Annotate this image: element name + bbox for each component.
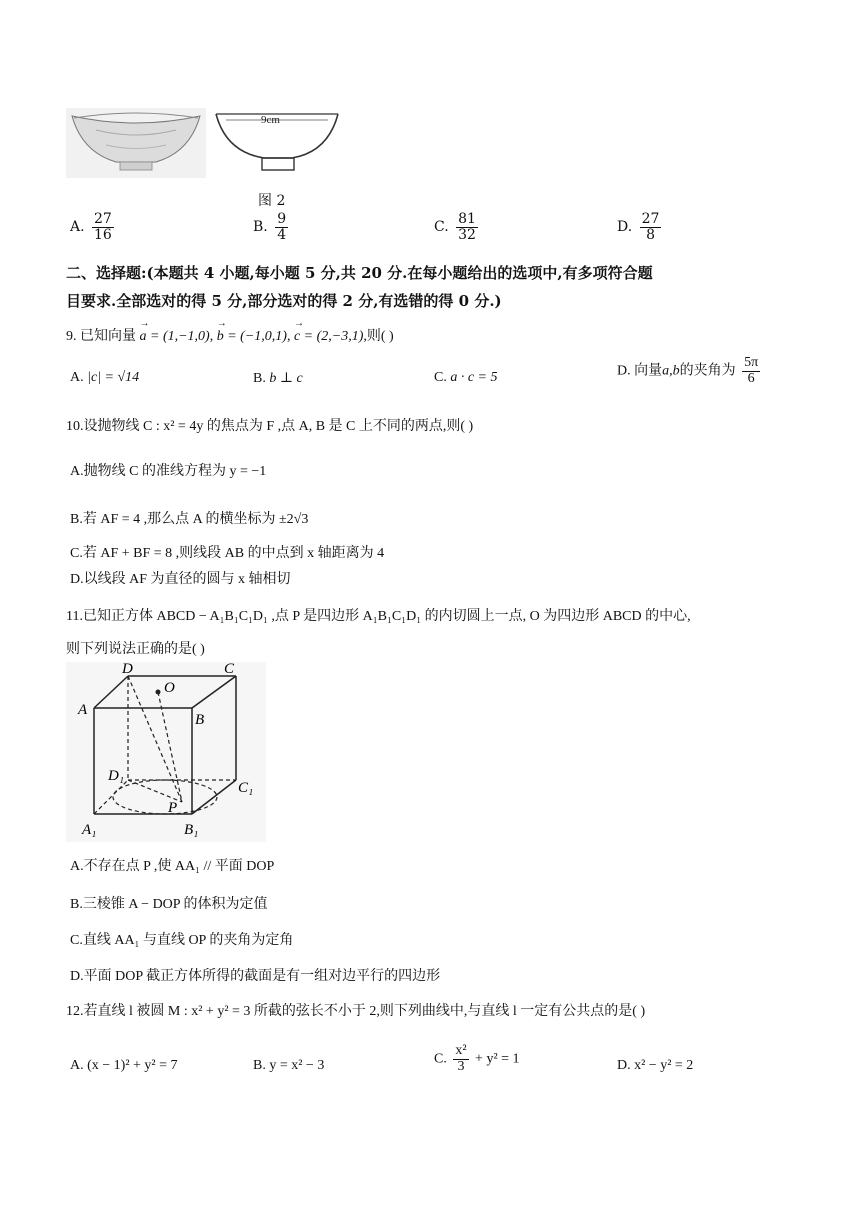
option-a-numerator: 27 — [94, 211, 112, 227]
q11-option-c: C.直线 AA₁ 与直线 OP 的夹角为定角 — [70, 933, 294, 948]
q12-option-d: D. x² − y² = 2 — [617, 1058, 694, 1073]
cube-label-c: C — [224, 662, 235, 677]
q10-option-a: A.抛物线 C 的准线方程为 y = −1 — [70, 464, 267, 479]
bowl-figure — [66, 100, 356, 189]
q9-option-d-numerator: 5π — [744, 355, 759, 370]
q9-option-b-text: b ⊥ c — [269, 371, 303, 386]
option-b-label: B. — [253, 219, 268, 236]
q10-option-d: D.以线段 AF 为直径的圆与 x 轴相切 — [70, 572, 291, 587]
q11-stem-line2: 则下列说法正确的是( ) — [66, 642, 205, 657]
q12-option-c-rest: + y² = 1 — [475, 1051, 520, 1067]
q8-option-d — [617, 212, 664, 242]
option-c-label: C. — [434, 219, 449, 236]
cube-label-a: A — [78, 702, 88, 718]
q9-option-d-label: D. — [617, 363, 631, 379]
cube-label-o: O — [164, 680, 175, 696]
q9-option-d-denominator: 6 — [747, 370, 755, 386]
q9-option-a-label: A. — [70, 370, 84, 385]
cube-label-a1: A₁ — [82, 822, 97, 838]
figure-2-caption: 图 2 — [258, 193, 286, 209]
q9-stem-suffix: ,则( ) — [363, 329, 394, 344]
q9-option-c-label: C. — [434, 370, 447, 385]
q9-option-b-label: B. — [253, 371, 266, 386]
option-c-numerator: 81 — [458, 211, 476, 227]
option-d-label: D. — [617, 219, 633, 236]
q12-option-c-numerator: x² — [455, 1043, 467, 1058]
cube-label-b1: B₁ — [184, 822, 199, 838]
q9-option-c-text: a · c = 5 — [450, 370, 498, 385]
q12-stem: 12.若直线 l 被圆 M : x² + y² = 3 所截的弦长不小于 2,则下列曲线中,与直线 l 一定有公共点的是( ) — [66, 1004, 646, 1019]
section-2-header-line2: 目要求.全部选对的得 5 分,部分选对的得 2 分,有选错的得 0 分.) — [66, 292, 502, 310]
option-a-label: A. — [70, 219, 85, 236]
q9-option-a — [70, 370, 139, 386]
q11-option-a: A.不存在点 P ,使 AA₁ // 平面 DOP — [70, 859, 275, 874]
option-b-numerator: 9 — [277, 211, 287, 227]
cube-label-p: P — [168, 800, 178, 816]
q9-stem-prefix: 已知向量 — [80, 329, 136, 344]
option-c-denominator: 32 — [458, 226, 476, 243]
option-b-denominator: 4 — [277, 226, 287, 243]
q9-option-d-vars: a,b — [662, 363, 680, 379]
section-2-header-line1: 二、选择题:(本题共 4 小题,每小题 5 分,共 20 分.在每小题给出的选项中,有多项符合题 — [66, 264, 653, 282]
q10-option-b: B.若 AF = 4 ,那么点 A 的横坐标为 ±2√3 — [70, 512, 309, 527]
q8-option-c — [434, 212, 481, 242]
q12-option-c-label: C. — [434, 1051, 447, 1067]
q8-option-a — [70, 212, 117, 242]
q10-option-c: C.若 AF + BF = 8 ,则线段 AB 的中点到 x 轴距离为 4 — [70, 546, 385, 561]
q12-option-c-denominator: 3 — [457, 1058, 465, 1074]
q9-option-a-text: |c| = √14 — [87, 370, 140, 385]
q11-stem-line1: 11.已知正方体 ABCD − A₁B₁C₁D₁ ,点 P 是四边形 A₁B₁C₁D₁ 的内切圆上一点, O 为四边形 ABCD 的中心, — [66, 609, 691, 624]
cube-label-d: D — [122, 662, 133, 677]
q12-option-a: A. (x − 1)² + y² = 7 — [70, 1058, 178, 1073]
q9-vector-c: → c = (2,−3,1) — [294, 329, 363, 345]
bowl-drawing — [216, 114, 338, 170]
cube-label-d1: D₁ — [108, 768, 125, 784]
bowl-photo — [66, 108, 206, 178]
option-d-denominator: 8 — [646, 226, 656, 243]
q9-number: 9. — [66, 329, 77, 344]
q11-option-b: B.三棱锥 A − DOP 的体积为定值 — [70, 897, 268, 912]
q9-option-d-prefix: 向量 — [634, 363, 663, 379]
q9-option-d — [617, 356, 763, 386]
q9-option-d-mid: 的夹角为 — [679, 363, 736, 379]
cube-figure — [66, 662, 266, 846]
q12-option-b: B. y = x² − 3 — [253, 1058, 325, 1073]
cube-label-b: B — [195, 712, 205, 728]
option-d-numerator: 27 — [641, 211, 660, 227]
q9-option-c — [434, 370, 498, 386]
option-a-denominator: 16 — [94, 226, 112, 243]
q9-vector-b: → b = (−1,0,1) — [217, 329, 287, 345]
q10-stem: 10.设抛物线 C : x² = 4y 的焦点为 F ,点 A, B 是 C 上不同的两点,则( ) — [66, 419, 474, 434]
q9-stem: 9. 已知向量 → a = (1,−1,0), → b = (−1,0,1), → c = (2,−3,1),则( ) — [66, 325, 394, 345]
q9-vector-a: → a = (1,−1,0) — [140, 329, 210, 345]
bowl-dimension-label: 9cm — [261, 114, 280, 126]
q12-option-c — [434, 1044, 520, 1074]
q8-option-b — [253, 212, 291, 242]
q9-option-b — [253, 370, 303, 387]
cube-label-c1: C₁ — [238, 780, 254, 796]
q11-option-d: D.平面 DOP 截正方体所得的截面是有一组对边平行的四边形 — [70, 969, 441, 984]
